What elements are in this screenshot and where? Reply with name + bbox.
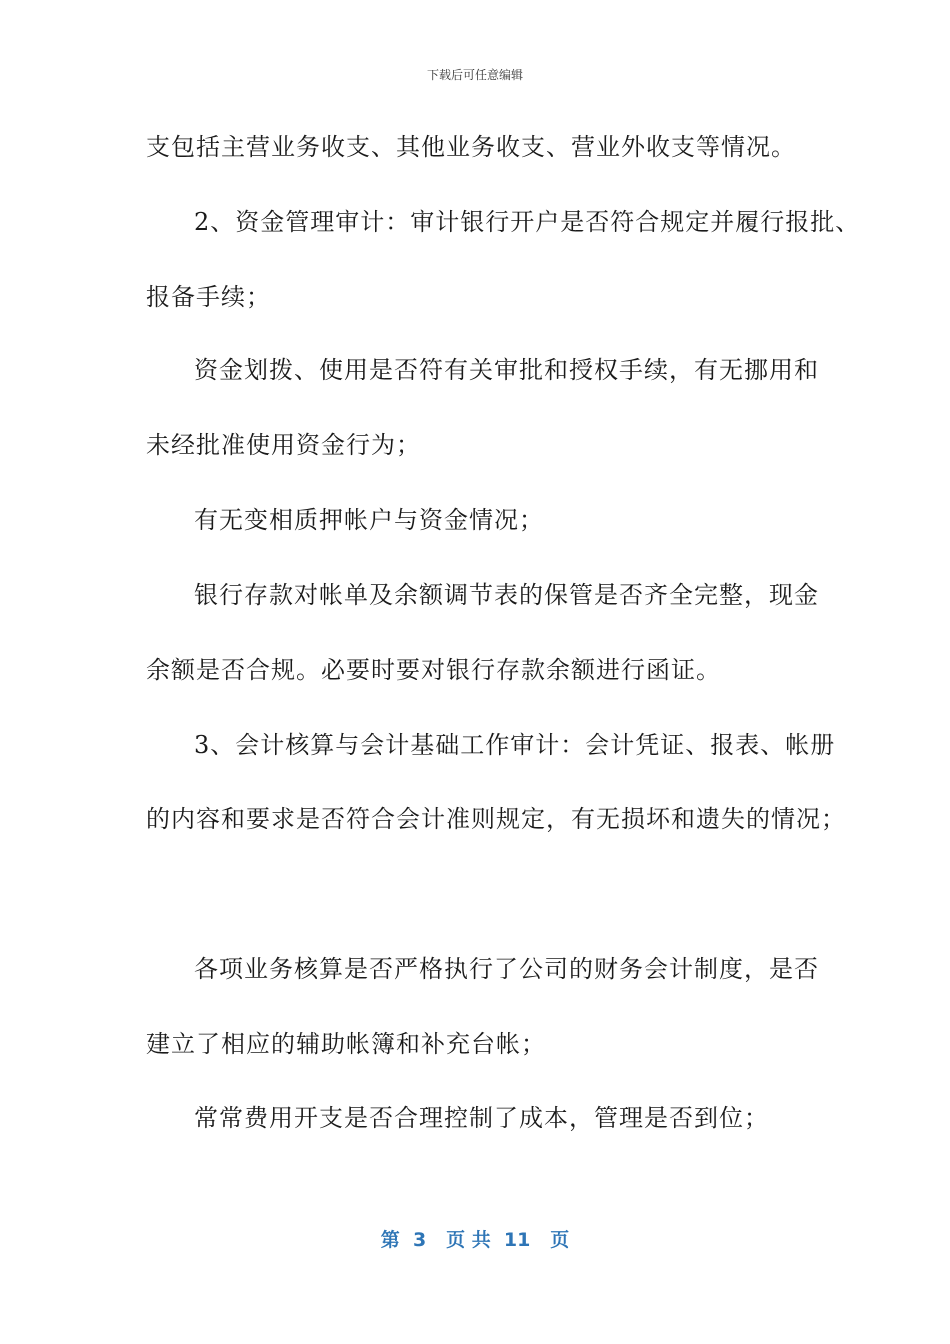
body-line-2: 2、资金管理审计：审计银行开户是否符合规定并履行报批、 (194, 208, 861, 236)
body-line-8: 余额是否合规。必要时要对银行存款余额进行函证。 (146, 656, 721, 684)
body-line-1: 支包括主营业务收支、其他业务收支、营业外收支等情况。 (146, 133, 796, 161)
page-header: 下载后可任意编辑 (426, 68, 523, 82)
body-line-6: 有无变相质押帐户与资金情况； (194, 506, 544, 534)
body-line-9: 3、会计核算与会计基础工作审计：会计凭证、报表、帐册 (194, 731, 836, 759)
body-line-5: 未经批准使用资金行为； (146, 431, 421, 459)
body-line-12: 建立了相应的辅助帐簿和补充台帐； (146, 1030, 546, 1058)
body-line-13: 常常费用开支是否合理控制了成本，管理是否到位； (194, 1104, 769, 1132)
body-line-10: 的内容和要求是否符合会计准则规定，有无损坏和遗失的情况； (146, 805, 846, 833)
body-line-11: 各项业务核算是否严格执行了公司的财务会计制度，是否 (194, 955, 819, 983)
body-line-7: 银行存款对帐单及余额调节表的保管是否齐全完整，现金 (194, 581, 819, 609)
body-line-4: 资金划拨、使用是否符有关审批和授权手续，有无挪用和 (194, 356, 819, 384)
body-line-3: 报备手续； (146, 283, 271, 311)
page-number-footer: 第 3 页 共 11 页 (380, 1229, 570, 1251)
